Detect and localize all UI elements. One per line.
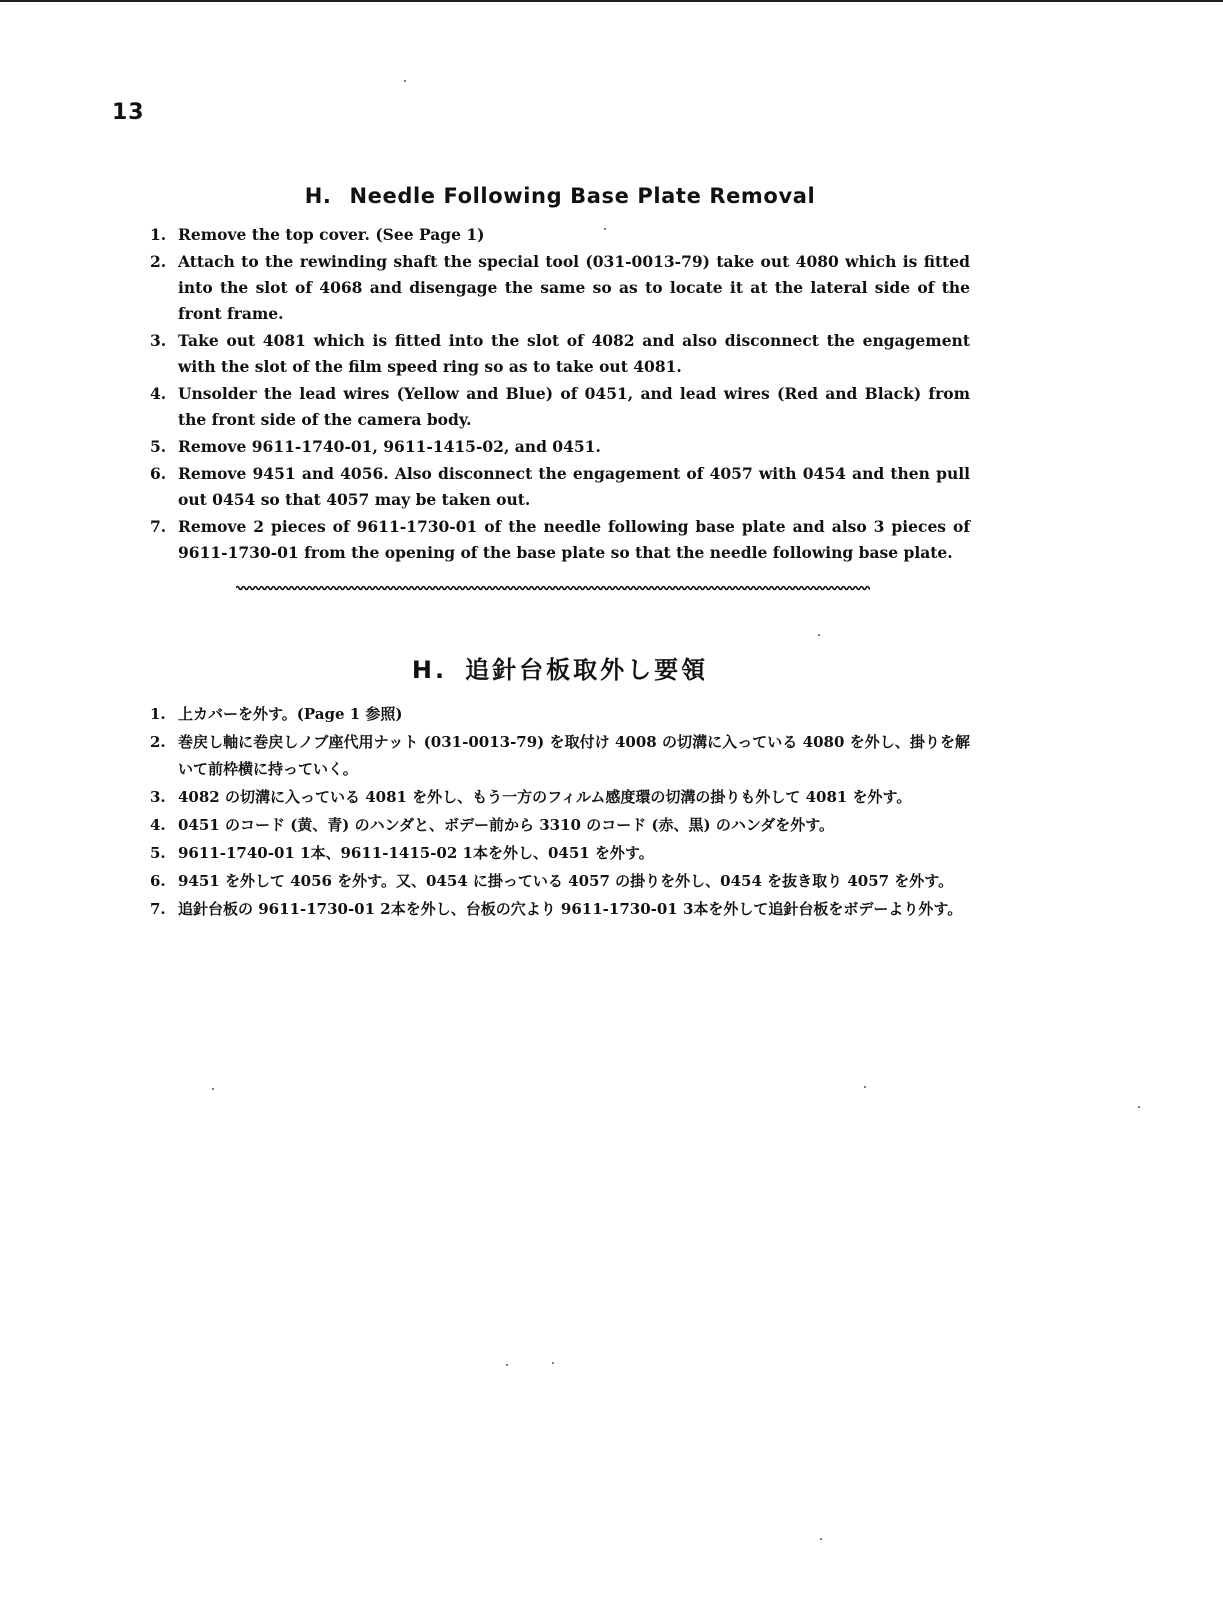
step-text: Remove 9451 and 4056. Also disconnect the engagement of 4057 with 0454 and then pull out 0454 so that 4057 may be taken out. [178,464,970,509]
list-item [150,784,970,811]
step-number: 2. [150,733,166,751]
list-item [150,896,970,923]
step-number: 1. [150,705,166,723]
step-text: 巻戻し軸に巻戻しノブ座代用ナット (031-0013-79) を取付け 4008 の切溝に入っている 4080 を外し、掛りを解いて前枠横に持っていく。 [178,733,970,778]
step-number: 5. [150,844,166,862]
step-text: 4082 の切溝に入っている 4081 を外し、もう一方のフィルム感度環の切溝の掛りも外して 4081 を外す。 [178,788,912,806]
list-item [150,868,970,895]
english-steps-list [150,222,970,566]
step-text: Attach to the rewinding shaft the special tool (031-0013-79) take out 4080 which is fitted into the slot of 4068 and disengage the same so as to locate it at the lateral side of the front frame. [178,252,970,323]
scan-speck [212,1088,214,1090]
japanese-steps-list [150,701,970,923]
scan-speck [404,80,406,82]
step-text: Unsolder the lead wires (Yellow and Blue) of 0451, and lead wires (Red and Black) from the front side of the camera body. [178,384,970,429]
scan-speck [818,634,820,636]
list-item [150,434,970,460]
scan-speck [506,1364,508,1366]
step-number: 6. [150,464,167,483]
english-heading-title: Needle Following Base Plate Removal [349,184,816,208]
step-text: Remove the top cover. (See Page 1) [178,225,485,244]
list-item [150,729,970,783]
english-heading-letter: H. [304,184,332,208]
japanese-section [150,650,970,924]
step-number: 3. [150,331,167,350]
page-number: 13 [112,100,145,125]
step-text: 0451 のコード (黄、青) のハンダと、ボデー前から 3310 のコード (赤、黒) のハンダを外す。 [178,816,835,834]
japanese-heading-letter: H. [411,656,448,684]
step-number: 3. [150,788,166,806]
top-scan-edge-rule [0,0,1223,2]
list-item [150,461,970,513]
list-item [150,249,970,327]
step-number: 4. [150,384,167,403]
list-item [150,514,970,566]
list-item [150,381,970,433]
step-number: 7. [150,900,166,918]
step-text: Take out 4081 which is fitted into the slot of 4082 and also disconnect the engagement with the slot of the film speed ring so as to take out 4081. [178,331,970,376]
scan-speck [604,228,606,230]
step-number: 4. [150,816,166,834]
list-item [150,328,970,380]
japanese-heading [150,650,970,685]
list-item [150,840,970,867]
list-item [150,222,970,248]
step-number: 2. [150,252,167,271]
list-item [150,701,970,728]
english-section [150,184,970,567]
step-text: 9611-1740-01 1本、9611-1415-02 1本を外し、0451 を外す。 [178,844,654,862]
scan-speck [864,1086,866,1088]
japanese-heading-title: 追針台板取外し要領 [465,656,709,684]
scan-speck [552,1362,554,1364]
step-text: 上カバーを外す。(Page 1 参照) [178,705,403,723]
step-number: 7. [150,517,167,536]
english-heading [150,184,970,208]
scan-speck [820,1538,822,1540]
scan-speck [1138,1106,1140,1108]
step-text: Remove 2 pieces of 9611-1730-01 of the needle following base plate and also 3 pieces of 9611-1730-01 from the opening of the base plate so that the needle following base plate. [178,517,970,562]
step-number: 5. [150,437,167,456]
list-item [150,812,970,839]
step-number: 1. [150,225,167,244]
step-text: Remove 9611-1740-01, 9611-1415-02, and 0451. [178,437,601,456]
step-text: 追針台板の 9611-1730-01 2本を外し、台板の穴より 9611-1730-01 3本を外して追針台板をボデーより外す。 [178,900,963,918]
wavy-divider [236,582,870,594]
step-text: 9451 を外して 4056 を外す。又、0454 に掛っている 4057 の掛りを外し、0454 を抜き取り 4057 を外す。 [178,872,954,890]
step-number: 6. [150,872,166,890]
